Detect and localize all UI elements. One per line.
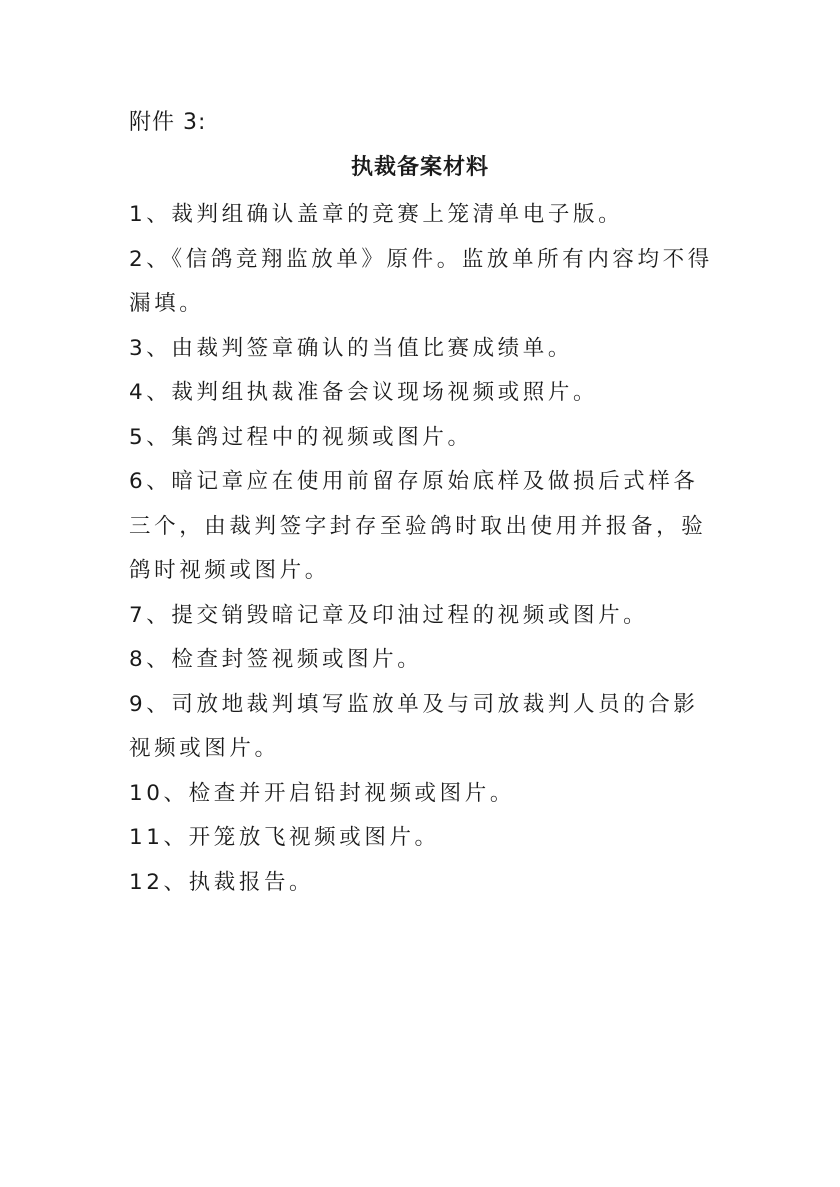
document-title: 执裁备案材料 [350, 155, 489, 180]
list-item: 2、《信鸽竞翔监放单》原件。监放单所有内容均不得漏填。 [129, 246, 713, 316]
list-item: 4、裁判组执裁准备会议现场视频或照片。 [129, 380, 599, 405]
list-item: 3、由裁判签章确认的当值比赛成绩单。 [129, 335, 573, 361]
list-item: 12、执裁报告。 [129, 869, 315, 895]
list-item: 9、司放地裁判填写监放单及与司放裁判人员的合影视频或图片。 [129, 691, 699, 761]
list-item: 6、暗记章应在使用前留存原始底样及做损后式样各三个，由裁判签字封存至验鸽时取出使用并报备，验鸽时视频或图片。 [129, 469, 707, 583]
attachment-label: 附件 3: [129, 110, 207, 135]
list-item: 7、提交销毁暗记章及印油过程的视频或图片。 [129, 602, 649, 628]
list-item: 10、检查并开启铅封视频或图片。 [129, 780, 515, 806]
list-item: 11、开笼放飞视频或图片。 [129, 825, 440, 850]
list-item: 8、检查封签视频或图片。 [129, 647, 423, 672]
list-item: 5、集鸽过程中的视频或图片。 [129, 424, 473, 450]
list-item: 1、裁判组确认盖章的竞赛上笼清单电子版。 [129, 202, 624, 227]
materials-list [129, 193, 719, 905]
